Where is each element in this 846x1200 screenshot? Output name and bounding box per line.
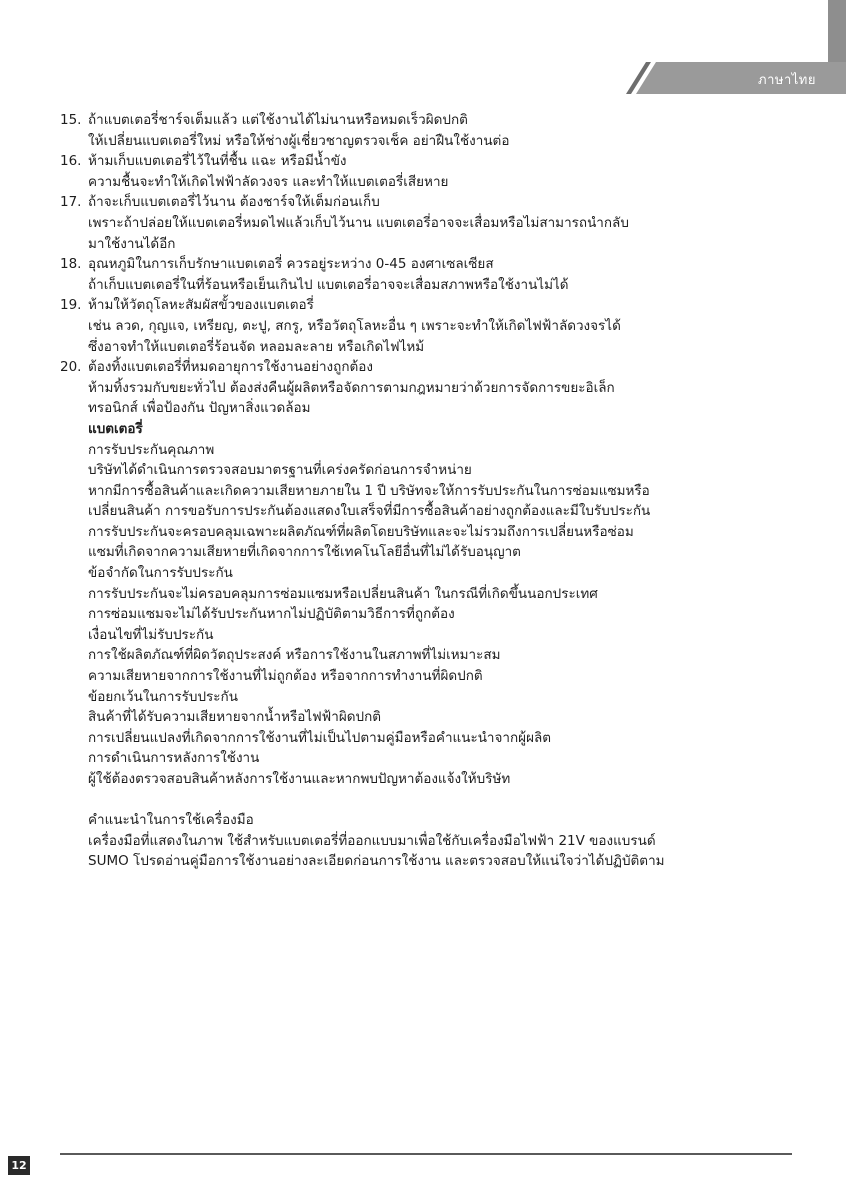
- item-text: ถ้าจะเก็บแบตเตอรี่ไว้นาน ต้องชาร์จให้เต็มก่อนเก็บ: [88, 194, 380, 211]
- item-text: ให้เปลี่ยนแบตเตอรี่ใหม่ หรือให้ช่างผู้เชี่ยวชาญตรวจเช็ค อย่าฝืนใช้งานต่อ: [88, 132, 510, 149]
- item-text: เพราะถ้าปล่อยให้แบตเตอรี่หมดไฟแล้วเก็บไว้นาน แบตเตอรี่อาจจะเสื่อมหรือไม่สามารถนำกลับ: [88, 214, 629, 231]
- page-number: 12: [8, 1156, 30, 1175]
- list-item: [60, 151, 828, 192]
- item-text: ซึ่งอาจทำให้แบตเตอรี่ร้อนจัด หลอมละลาย หรือเกิดไฟไหม้: [88, 338, 425, 355]
- item-text: ห้ามเก็บแบตเตอรี่ไว้ในที่ชื้น แฉะ หรือมีน้ำขัง: [88, 153, 347, 170]
- paragraph-line: การใช้ผลิตภัณฑ์ที่ผิดวัตถุประสงค์ หรือการใช้งานในสภาพที่ไม่เหมาะสม: [88, 647, 501, 664]
- item-number: 15.: [60, 112, 82, 128]
- paragraph-line: เครื่องมือที่แสดงในภาพ ใช้สำหรับแบตเตอรี่ที่ออกแบบมาเพื่อใช้กับเครื่องมือไฟฟ้า 21V ของแบรนด์: [88, 832, 656, 849]
- language-label: ภาษาไทย: [758, 73, 816, 88]
- list-item: [60, 295, 828, 357]
- paragraph-line: การรับประกันจะครอบคลุมเฉพาะผลิตภัณฑ์ที่ผลิตโดยบริษัทและจะไม่รวมถึงการเปลี่ยนหรือซ่อม: [88, 523, 634, 540]
- subheading: ข้อยกเว้นในการรับประกัน: [88, 688, 238, 705]
- corner-tab: [828, 0, 846, 66]
- item-number: 20.: [60, 359, 82, 376]
- subheading: เงื่อนไขที่ไม่รับประกัน: [88, 626, 214, 643]
- item-text: ห้ามให้วัตถุโลหะสัมผัสขั้วของแบตเตอรี่: [88, 297, 314, 314]
- paragraph-line: ผู้ใช้ต้องตรวจสอบสินค้าหลังการใช้งานและหากพบปัญหาต้องแจ้งให้บริษัท: [88, 771, 511, 787]
- paragraph-line: SUMO โปรดอ่านคู่มือการใช้งานอย่างละเอียดก่อนการใช้งาน และตรวจสอบให้แน่ใจว่าได้ปฏิบัติตาม: [88, 853, 665, 870]
- item-text: มาใช้งานได้อีก: [88, 235, 176, 252]
- item-text: ถ้าแบตเตอรี่ชาร์จเต็มแล้ว แต่ใช้งานได้ไม่นานหรือหมดเร็วผิดปกติ: [88, 112, 468, 128]
- list-item: [60, 192, 828, 254]
- list-item: [60, 254, 828, 295]
- subheading: คำแนะนำในการใช้เครื่องมือ: [88, 812, 254, 829]
- language-header: [620, 62, 846, 94]
- item-number: 16.: [60, 153, 82, 170]
- subheading: การดำเนินการหลังการใช้งาน: [88, 750, 260, 767]
- list-item: [60, 110, 828, 151]
- paragraph-line: การเปลี่ยนแปลงที่เกิดจากการใช้งานที่ไม่เป็นไปตามคู่มือหรือคำแนะนำจากผู้ผลิต: [88, 729, 552, 746]
- paragraph-line: หากมีการซื้อสินค้าและเกิดความเสียหายภายใน 1 ปี บริษัทจะให้การรับประกันในการซ่อมแซมหรือ: [88, 482, 650, 499]
- paragraph-line: สินค้าที่ได้รับความเสียหายจากน้ำหรือไฟฟ้าผิดปกติ: [88, 709, 382, 726]
- paragraph-line: แซมที่เกิดจากความเสียหายที่เกิดจากการใช้เทคโนโลยีอื่นที่ไม่ได้รับอนุญาต: [88, 544, 521, 561]
- usage-section: [60, 810, 828, 872]
- item-text: ถ้าเก็บแบตเตอรี่ในที่ร้อนหรือเย็นเกินไป แบตเตอรี่อาจจะเสื่อมสภาพหรือใช้งานไม่ได้: [88, 276, 569, 293]
- subheading: ข้อจำกัดในการรับประกัน: [88, 565, 233, 582]
- subheading: การรับประกันคุณภาพ: [88, 441, 215, 458]
- item-text: ความชื้นจะทำให้เกิดไฟฟ้าลัดวงจร และทำให้แบตเตอรี่เสียหาย: [88, 173, 449, 190]
- section-heading: แบตเตอรี่: [88, 420, 143, 437]
- item-text: เช่น ลวด, กุญแจ, เหรียญ, ตะปู, สกรู, หรือวัตถุโลหะอื่น ๆ เพราะจะทำให้เกิดไฟฟ้าลัดวงจรได้: [88, 317, 621, 334]
- footer-rule: [60, 1153, 792, 1155]
- item-text: ทรอนิกส์ เพื่อป้องกัน ปัญหาสิ่งแวดล้อม: [88, 400, 311, 417]
- list-item: [60, 357, 828, 419]
- paragraph-line: ความเสียหายจากการใช้งานที่ไม่ถูกต้อง หรือจากการทำงานที่ผิดปกติ: [88, 668, 483, 685]
- paragraph-line: การรับประกันจะไม่ครอบคลุมการซ่อมแซมหรือเปลี่ยนสินค้า ในกรณีที่เกิดขึ้นนอกประเทศ: [88, 585, 598, 602]
- item-number: 19.: [60, 297, 82, 314]
- paragraph-line: บริษัทได้ดำเนินการตรวจสอบมาตรฐานที่เคร่งครัดก่อนการจำหน่าย: [88, 462, 472, 479]
- paragraph-line: เปลี่ยนสินค้า การขอรับการประกันต้องแสดงใบเสร็จที่มีการซื้อสินค้าอย่างถูกต้องและมีใบรับประกัน: [88, 503, 651, 520]
- item-text: อุณหภูมิในการเก็บรักษาแบตเตอรี่ ควรอยู่ระหว่าง 0-45 องศาเซลเซียส: [88, 256, 494, 273]
- item-number: 18.: [60, 256, 82, 273]
- warranty-section: [60, 419, 828, 790]
- item-number: 17.: [60, 194, 82, 211]
- item-text: ต้องทิ้งแบตเตอรี่ที่หมดอายุการใช้งานอย่างถูกต้อง: [88, 359, 373, 376]
- blank-line: [60, 790, 828, 811]
- paragraph-line: การซ่อมแซมจะไม่ได้รับประกันหากไม่ปฏิบัติตามวิธีการที่ถูกต้อง: [88, 606, 455, 623]
- document-body: [60, 110, 828, 872]
- item-text: ห้ามทิ้งรวมกับขยะทั่วไป ต้องส่งคืนผู้ผลิตหรือจัดการตามกฎหมายว่าด้วยการจัดการขยะอิเล็ก: [88, 379, 615, 396]
